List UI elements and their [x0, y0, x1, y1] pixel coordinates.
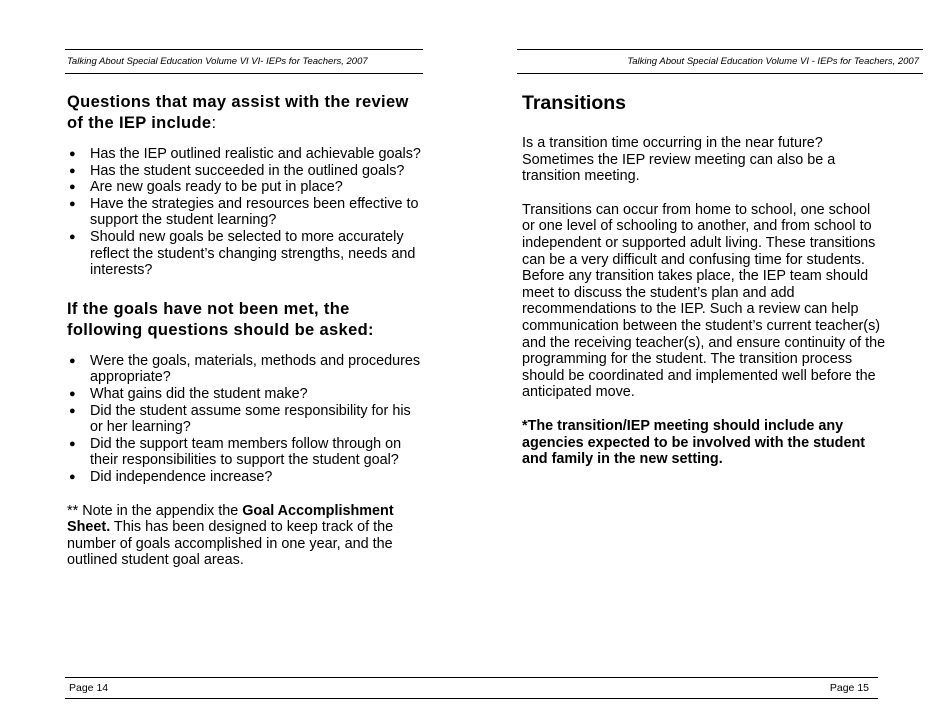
appendix-note: [67, 503, 427, 569]
bullet-icon: ●: [69, 387, 76, 400]
review-questions-list: [67, 146, 427, 279]
goals-not-met-list: [67, 353, 427, 486]
bullet-icon: ●: [69, 470, 76, 483]
list-item: [67, 196, 427, 229]
bullet-icon: ●: [69, 404, 76, 417]
list-item-text: Did the support team members follow through on their responsibilities to support the student goal?: [90, 435, 402, 469]
bullet-icon: ●: [69, 230, 76, 243]
list-item-text: Were the goals, materials, methods and procedures appropriate?: [90, 352, 421, 386]
left-page-content: [67, 92, 427, 583]
goals-not-met-heading: If the goals have not been met, the following questions should be asked:: [67, 299, 374, 339]
list-item-text: Has the IEP outlined realistic and achievable goals?: [90, 146, 421, 162]
transition-intro-paragraph: Is a transition time occurring in the near future? Sometimes the IEP review meeting can also be a transition meeting.: [522, 135, 836, 185]
list-item-text: Should new goals be selected to more accurately reflect the student’s changing strengths, needs and interests?: [90, 228, 416, 279]
bullet-icon: ●: [69, 181, 76, 194]
review-questions-heading-text: Questions that may assist with the review of the IEP include: [67, 93, 409, 132]
list-item: [67, 353, 427, 386]
list-item: [67, 436, 427, 469]
list-item-text: Has the student succeeded in the outlined goals?: [90, 162, 405, 179]
right-page-content: [522, 92, 886, 482]
list-item: [67, 386, 427, 403]
list-item: [67, 403, 427, 436]
transitions-title: Transitions: [522, 92, 627, 114]
appendix-note-suffix: This has been designed to keep track of the number of goals accomplished in one year, and the outlined student goal areas.: [67, 519, 394, 569]
list-item: [67, 179, 427, 196]
bullet-icon: ●: [69, 437, 76, 450]
review-questions-heading-colon: :: [211, 114, 217, 132]
list-item: [67, 229, 427, 279]
right-page: [471, 0, 942, 728]
appendix-note-bold: Goal Accomplishment Sheet.: [67, 502, 394, 536]
left-running-header: Talking About Special Education Volume VI VI- IEPs for Teachers, 2007: [65, 49, 423, 74]
transition-meeting-note: *The transition/IEP meeting should include any agencies expected to be involved with the student and family in the new setting.: [522, 417, 866, 468]
list-item: [67, 469, 427, 486]
review-questions-heading: [67, 92, 427, 134]
appendix-note-prefix: ** Note in the appendix the: [67, 502, 243, 519]
list-item-text: Are new goals ready to be put in place?: [90, 179, 343, 196]
bullet-icon: ●: [69, 148, 76, 160]
bullet-icon: ●: [69, 164, 76, 177]
list-item-text: Did the student assume some responsibility for his or her learning?: [90, 402, 411, 436]
list-item-text: Have the strategies and resources been effective to support the student learning?: [90, 195, 419, 229]
right-running-header: Talking About Special Education Volume VI - IEPs for Teachers, 2007: [517, 49, 923, 74]
transition-details-paragraph: Transitions can occur from home to school, one school or one level of schooling to another, and from school to independent or supported adult living. These transitions can be a very difficult and confusing time for students. Before any transition takes place, the IEP team should meet to discuss the student’s plan and add recommendations to the IEP. Such a review can help communication between the student’s current teacher(s) and the receiving teacher(s), and ensure continuity of the programming for the student. The transition process should be coordinated and implemented well before the anticipated move.: [522, 201, 886, 401]
list-item: [67, 146, 427, 163]
list-item-text: Did independence increase?: [90, 468, 273, 485]
right-page-footer: Page 15: [471, 677, 878, 699]
list-item: [67, 163, 427, 180]
bullet-icon: ●: [69, 197, 76, 210]
list-item-text: What gains did the student make?: [90, 385, 308, 402]
left-page-footer: Page 14: [65, 677, 471, 699]
bullet-icon: ●: [69, 354, 76, 367]
